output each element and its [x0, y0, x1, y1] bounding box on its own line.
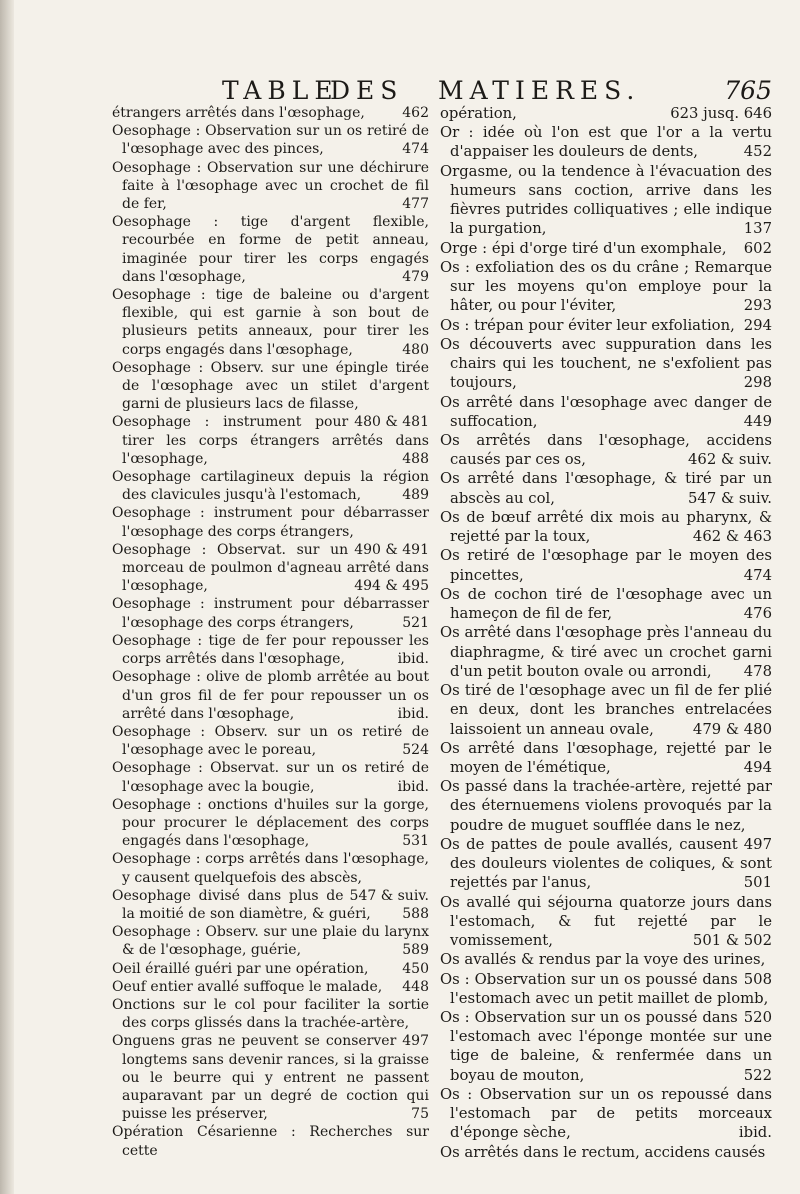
index-entry-page-ref: 448 — [402, 978, 429, 995]
index-entry — [440, 739, 772, 777]
index-entry-text: Oesophage : Observat. sur un morceau de poulmon d'agneau arrêté dans l'œsophage, — [112, 541, 429, 595]
index-entry — [440, 393, 772, 431]
index-entry-page-ref: 479 — [402, 268, 429, 285]
index-entry-text: Os arrêté dans l'œsophage, rejetté par le moyen de l'émétique, — [440, 739, 772, 776]
index-entry-text: Oesophage : tige de baleine ou d'argent flexible, qui est garnie à son bout de plusieurs petits anneaux, pour tirer les corps engagés dans l'œsophage, — [112, 287, 429, 358]
index-entry — [112, 159, 429, 214]
index-entry-text: Oesophage : Observ. sur une plaie du larynx & de l'œsophage, guérie, — [112, 924, 429, 959]
index-entry-page-ref: 450 — [402, 960, 429, 977]
index-entry — [112, 632, 429, 668]
index-entry-text: Or : idée où l'on est que l'or a la vertu d'appaiser les douleurs de dents, — [440, 124, 772, 161]
index-entry-page-ref: 75 — [411, 1106, 429, 1123]
index-entry-page-ref: 501 & 502 — [692, 932, 772, 950]
index-entry — [440, 893, 772, 951]
index-entry-page-ref: 497 — [402, 1033, 429, 1050]
index-entry — [440, 162, 772, 239]
index-entry-page-ref: 602 — [743, 239, 772, 257]
index-entry — [112, 923, 429, 959]
index-entry-text: Os de cochon tiré de l'œsophage avec un hameçon de fil de fer, — [440, 585, 772, 623]
index-entry-text: Orgasme, ou la tendence à l'évacuation des humeurs sans coction, arrive dans les fièvres putrides colliquatives ; elle indique la purgation, — [440, 162, 772, 238]
index-entry-text: Os : Observation sur un os poussé dans l'estomach avec l'éponge montée sur une tige de baleine, & renfermée dans un boyau de mouton, — [440, 1009, 772, 1084]
index-entry-text: Oesophage : onctions d'huiles sur la gorge, pour procurer le déplacement des corps engagés dans l'œsophage, — [112, 796, 429, 850]
header-word-table: TABLE — [222, 76, 339, 105]
index-entry-text: Opération Césarienne : Recherches sur cette — [112, 1124, 429, 1159]
index-entry-page-ref: 474 — [743, 566, 772, 584]
index-entry — [112, 541, 429, 596]
index-entry — [440, 777, 772, 853]
index-entry-page-ref: 478 — [743, 662, 772, 680]
index-entry-text: Oesophage : olive de plomb arrêtée au bout d'un gros fil de fer pour repousser un os arrêté dans l'œsophage, — [112, 669, 429, 722]
index-entry-page-ref: 520 — [743, 1009, 772, 1027]
index-entry-text: opération, — [440, 105, 517, 122]
index-entry-text: Oesophage : corps arrêtés dans l'œsophage, y causent quelquefois des abscès, — [112, 851, 429, 886]
index-entry-page-ref: 547 & suiv. — [349, 887, 429, 904]
index-column-right — [440, 104, 772, 1162]
index-entry — [112, 286, 429, 359]
index-entry — [112, 1032, 429, 1123]
index-entry-page-ref: 488 — [402, 450, 429, 467]
index-entry — [440, 1143, 772, 1162]
index-entry — [440, 239, 772, 258]
index-entry-page-ref: 501 — [743, 874, 772, 892]
index-entry — [112, 850, 429, 904]
index-entry-text: Oesophage : instrument pour débarrasser l'œsophage des corps étrangers, — [112, 505, 429, 540]
index-entry-text: Oesophage : tige d'argent flexible, recourbée en forme de petit anneau, imaginée pour tirer les corps engagés dans l'œsophage, — [112, 214, 429, 285]
index-entry — [112, 504, 429, 558]
index-entry-text: Onctions sur le col pour faciliter la sortie des corps glissés dans la trachée-artère, — [112, 996, 429, 1032]
index-entry-text: Os arrêtés dans l'œsophage, accidens causés par ces os, — [440, 431, 772, 469]
index-entry-text: Oesophage divisé dans plus de la moitié de son diamètre, & guéri, — [112, 887, 371, 922]
index-entry-page-ref: 508 — [743, 970, 772, 988]
index-entry-page-ref: 452 — [743, 143, 772, 161]
index-entry-text: Os : exfoliation des os du crâne ; Remarque sur les moyens qu'on employe pour la hâter, ou pour l'éviter, — [440, 258, 772, 315]
index-entry-page-ref: 524 — [402, 742, 429, 759]
index-entry-page-ref: 449 — [743, 412, 772, 430]
index-entry-page-ref: 462 & suiv. — [688, 451, 772, 469]
index-entry-text: Os découverts avec suppuration dans les chairs qui les touchent, ne s'exfolient pas toujours, — [440, 335, 772, 392]
index-entry — [112, 122, 429, 158]
index-entry-text: Orge : épi d'orge tiré d'un exomphale, — [440, 239, 727, 257]
index-entry-text: Os arrêté dans l'œsophage avec danger de suffocation, — [440, 393, 772, 430]
index-entry — [440, 258, 772, 316]
index-entry-text: Os arrêté dans l'œsophage près l'anneau du diaphragme, & tiré avec un crochet garni d'un petit bouton ovale ou arrondi, — [440, 624, 772, 680]
index-entry-text: Oesophage : Observat. sur un os retiré de l'œsophage avec la bougie, — [112, 760, 429, 795]
index-entry-text: Oesophage : Observ. sur un os retiré de l'œsophage avec le poreau, — [112, 723, 429, 759]
index-entry-page-ref: 522 — [743, 1066, 772, 1084]
index-entry — [112, 796, 429, 851]
index-entry — [112, 960, 429, 978]
index-entry-page-ref: 477 — [402, 196, 429, 213]
index-entry-page-ref: 474 — [402, 141, 429, 158]
index-entry-text: Os tiré de l'œsophage avec un fil de fer plié en deux, dont les branches entrelacées laissoient un anneau ovale, — [440, 682, 772, 738]
index-entry — [112, 104, 429, 122]
index-entry-text: Oesophage : Observation sur une déchirure faite à l'œsophage avec un crochet de fil de fer, — [112, 159, 429, 213]
index-entry-page-ref: 476 — [743, 605, 772, 623]
index-entry — [440, 431, 772, 469]
index-entry-page-ref: 294 — [743, 316, 772, 334]
index-entry — [112, 413, 429, 468]
index-entry-text: Os : trépan pour éviter leur exfoliation, — [440, 316, 735, 334]
index-entry-text: Oesophage : Observation sur un os retiré de l'œsophage avec des pinces, — [112, 123, 429, 158]
index-entry — [440, 123, 772, 161]
index-entry — [112, 887, 429, 923]
index-entry-page-ref: 497 — [743, 835, 772, 853]
index-entry — [112, 978, 429, 996]
index-entry — [440, 585, 772, 623]
index-entry — [440, 546, 772, 584]
index-entry-text: Os avallé qui séjourna quatorze jours dans l'estomach, & fut rejetté par le vomissement, — [440, 893, 772, 950]
header-word-matieres: MATIERES. — [438, 76, 641, 105]
index-column-left — [112, 104, 429, 1160]
index-entry — [112, 723, 429, 759]
index-entry-page-ref: 494 — [743, 758, 772, 776]
index-entry-page-ref: 293 — [743, 297, 772, 315]
index-entry-page-ref: 589 — [402, 942, 429, 959]
index-entry-page-ref: 521 — [402, 614, 429, 631]
header-word-des: DES — [330, 76, 404, 105]
index-entry-text: Oesophage : instrument pour débarrasser l'œsophage des corps étrangers, — [112, 596, 429, 631]
index-entry — [112, 595, 429, 631]
index-entry — [112, 468, 429, 504]
index-entry — [112, 213, 429, 286]
index-entry-text: Onguens gras ne peuvent se conserver longtems sans devenir rances, si la graisse ou le beurre qui y entrent ne passent auparavant par un degré de coction qui puisse les préserver, — [112, 1033, 429, 1123]
page-edge-shadow — [0, 0, 14, 1194]
index-entry-text: Oesophage : instrument pour tirer les corps étrangers arrêtés dans l'œsophage, — [112, 414, 429, 467]
index-entry-text: Oeuf entier avallé suffoque le malade, — [112, 978, 383, 995]
index-entry-text: Os de pattes de poule avallés, causent des douleurs violentes de coliques, & sont rejettés par l'anus, — [440, 835, 772, 892]
index-entry-page-ref: 480 — [402, 341, 429, 358]
index-entry — [440, 681, 772, 739]
index-entry — [440, 469, 772, 507]
index-entry-text: Os arrêtés dans le rectum, accidens causés — [440, 1143, 766, 1161]
index-entry — [112, 359, 429, 431]
index-entry-page-ref: 588 — [402, 905, 429, 922]
index-entry-page-ref: 479 & 480 — [692, 720, 772, 738]
index-entry — [440, 316, 772, 335]
index-entry — [440, 104, 772, 123]
index-entry-page-ref: 298 — [743, 374, 772, 392]
index-entry — [440, 835, 772, 893]
index-entry-page-ref: 137 — [743, 220, 772, 238]
index-entry-text: étrangers arrêtés dans l'œsophage, — [112, 105, 365, 121]
index-entry — [112, 759, 429, 795]
index-entry-page-ref: 480 & 481 — [354, 414, 429, 431]
index-entry-page-ref: ibid. — [397, 778, 429, 795]
index-entry-page-ref: 462 & 463 — [692, 528, 772, 546]
index-entry — [440, 335, 772, 393]
index-entry-text: Oesophage : tige de fer pour repousser les corps arrêtés dans l'œsophage, — [112, 632, 429, 668]
index-entry-page-ref: 547 & suiv. — [688, 489, 772, 507]
index-entry-page-ref: ibid. — [397, 705, 429, 722]
index-entry-page-ref: 490 & 491 — [354, 541, 429, 558]
index-entry-page-ref: ibid. — [397, 651, 429, 668]
index-entry-page-ref: ibid. — [738, 1124, 772, 1142]
index-entry-page-ref: 531 — [402, 833, 429, 850]
index-entry — [112, 1123, 429, 1159]
index-entry — [440, 508, 772, 546]
index-entry — [112, 996, 429, 1050]
index-entry — [440, 950, 772, 988]
index-entry-text: Os arrêté dans l'œsophage, & tiré par un abscès au col, — [440, 470, 772, 507]
index-entry — [440, 1085, 772, 1143]
index-entry-page-ref: 623 jusq. 646 — [670, 105, 772, 122]
index-entry-text: Os avallés & rendus par la voye des urines, — [440, 951, 766, 969]
index-entry-page-ref: 489 — [402, 487, 429, 504]
index-entry — [440, 623, 772, 681]
index-entry-text: Oeil éraillé guéri par une opération, — [112, 960, 369, 977]
index-entry — [440, 1008, 772, 1085]
index-entry-text: Oesophage cartilagineux depuis la région des clavicules jusqu'à l'estomach, — [112, 469, 429, 504]
index-entry-text: Oesophage : Observ. sur une épingle tirée de l'œsophage avec un stilet d'argent garni de plusieurs lacs de filasse, — [112, 359, 429, 413]
index-entry-text: Os : Observation sur un os poussé dans l'estomach avec un petit maillet de plomb, — [440, 970, 769, 1007]
index-entry — [440, 970, 772, 1027]
index-entry-page-ref: 462 — [402, 105, 429, 121]
index-entry-text: Os de bœuf arrêté dix mois au pharynx, & rejetté par la toux, — [440, 508, 772, 546]
index-entry-text: Os : Observation sur un os repoussé dans l'estomach par de petits morceaux d'éponge sèche, — [440, 1085, 772, 1142]
index-entry-page-ref: 494 & 495 — [354, 578, 429, 595]
index-entry — [112, 668, 429, 723]
index-entry-text: Os passé dans la trachée-artère, rejetté par des éternuemens violens provoqués par la poudre de muguet soufflée dans le nez, — [440, 778, 772, 834]
page-number: 765 — [724, 76, 772, 105]
index-entry-text: Os retiré de l'œsophage par le moyen des pincettes, — [440, 547, 772, 584]
